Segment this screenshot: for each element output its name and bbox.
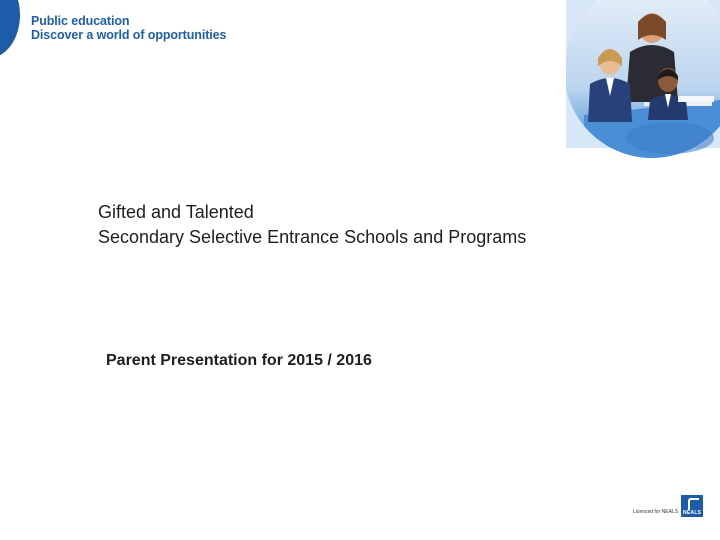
- neals-logo-text: NEALS: [683, 510, 701, 516]
- brand-header: [31, 14, 226, 42]
- license-text: Licenced for NEALS: [633, 509, 679, 515]
- brand-tagline-2: Discover a world of opportunities: [31, 28, 227, 42]
- brand-tagline-1: Public education: [31, 14, 130, 28]
- slide-title: [98, 200, 526, 249]
- slide-subtitle: Parent Presentation for 2015 / 2016: [106, 352, 372, 369]
- students-photo: [566, 0, 720, 160]
- neals-logo-icon: [681, 495, 703, 517]
- slide-title-line-1: Gifted and Talented: [98, 202, 254, 222]
- brand-corner-arc: [0, 0, 20, 58]
- license-badge: [633, 495, 703, 517]
- slide-title-line-2: Secondary Selective Entrance Schools and Programs: [98, 226, 527, 247]
